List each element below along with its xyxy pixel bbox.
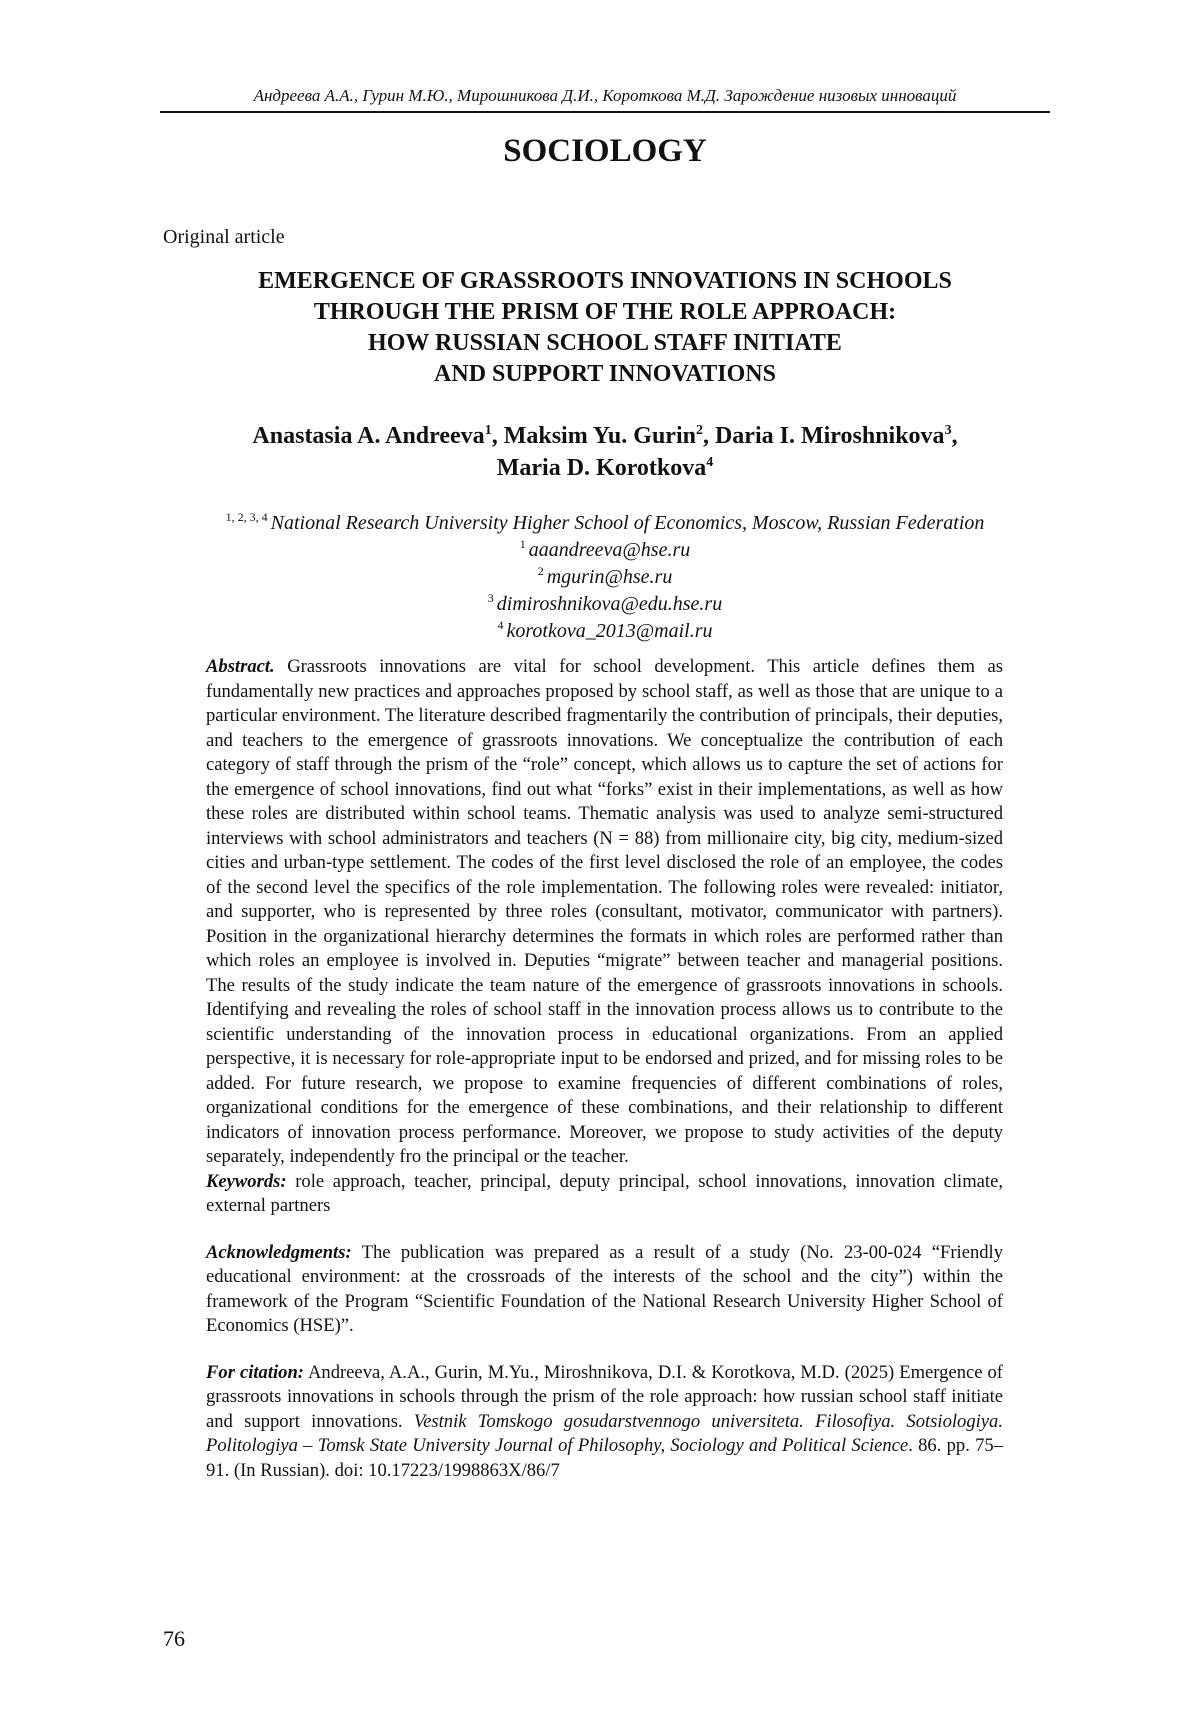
email-line — [160, 537, 1050, 564]
email-address[interactable]: mgurin@hse.ru — [546, 566, 673, 588]
email-mark: 3 — [487, 591, 494, 606]
page-number: 76 — [163, 1626, 185, 1651]
author-affiliation-mark: 4 — [706, 455, 714, 470]
citation-label: For citation: — [206, 1361, 304, 1383]
title-line: THROUGH THE PRISM OF THE ROLE APPROACH: — [313, 299, 897, 325]
author-affiliation-mark: 1 — [484, 423, 492, 438]
section-title: SOCIOLOGY — [503, 133, 707, 169]
keywords-text: role approach, teacher, principal, deputy principal, school innovations, innovation climate, external partners — [206, 1170, 1003, 1216]
email-mark: 2 — [537, 564, 544, 579]
citation-details: . 86. pp. 75–91. (In Russian). doi: 10.17223/1998863X/86/7 — [206, 1435, 1003, 1481]
email-mark: 1 — [519, 537, 526, 552]
email-line — [160, 564, 1050, 591]
title-line: AND SUPPORT INNOVATIONS — [434, 361, 776, 387]
author-separator: , — [702, 423, 715, 449]
email-address[interactable]: aaandreeva@hse.ru — [528, 539, 691, 561]
affiliation-marks: 1, 2, 3, 4 — [225, 510, 268, 525]
abstract-paragraph — [206, 655, 1003, 1170]
email-mark: 4 — [497, 618, 504, 633]
affiliation-text: National Research University Higher School of Economics, Moscow, Russian Federation — [270, 512, 985, 534]
title-line: EMERGENCE OF GRASSROOTS INNOVATIONS IN SCHOOLS — [258, 268, 952, 294]
affiliations — [160, 510, 1050, 645]
email-line — [160, 591, 1050, 618]
citation-text: Andreeva, A.A., Gurin, M.Yu., Miroshnikova, D.I. & Korotkova, M.D. (2025) Emergence of grassroots innovations in schools through the prism of the role approach: how russian school staff initiate and support innovations. — [206, 1361, 1003, 1432]
abstract-text: Grassroots innovations are vital for school development. This article defines them as fundamentally new practices and approaches proposed by school staff, as well as those that are unique to a particular environment. The literature described fragmentarily the contribution of principals, their deputies, and teachers to the emergence of grassroots innovations. We conceptualize the contribution of each category of staff through the prism of the “role” concept, which allows us to capture the set of actions for the emergence of school innovations, find out what “forks” exist in their implementations, as well as how these roles are distributed within school teams. Thematic analysis was used to analyze semi-structured interviews with school administrators and teachers (N = 88) from millionaire city, big city, medium-sized cities and urban-type settlement. The codes of the first level disclosed the role of an employee, the codes of the second level the specifics of the role implementation. The following roles were revealed: initiator, and supporter, who is represented by three roles (consultant, motivator, communicator with partners). Position in the organizational hierarchy determines the formats in which roles are performed rather than which roles an employee is involved in. Deputies “migrate” between teacher and managerial positions. The results of the study indicate the team nature of the emergence of grassroots innovations in schools. Identifying and revealing the roles of school staff in the innovation process allows us to contribute to the scientific understanding of the innovation process in educational organizations. From an applied perspective, it is necessary for role-appropriate input to be endorsed and prized, and for missing roles to be added. For future research, we propose to examine frequencies of different combinations of roles, organizational conditions for the emergence of these combinations, and their relationship to different indicators of innovation process performance. Moreover, we propose to study activities of the deputy separately, independently fro the principal or the teacher. — [206, 656, 1003, 1167]
keywords-label: Keywords: — [206, 1170, 287, 1192]
article-title — [160, 266, 1050, 390]
affiliation-line — [160, 510, 1050, 537]
abstract-section — [206, 655, 1003, 1483]
author-list — [160, 420, 1050, 484]
running-header: Андреева А.А., Гурин М.Ю., Мирошникова Д.И., Короткова М.Д. Зарождение низовых инноваций — [253, 86, 957, 105]
citation-journal: Vestnik Tomskogo gosudarstvennogo universiteta. Filosofiya. Sotsiologiya. Politologiya – Tomsk State University Journal of Philosophy, Sociology and Political Science — [206, 1410, 1003, 1456]
acknowledgments-text: The publication was prepared as a result of a study (No. 23-00-024 “Friendly educational environment: at the crossroads of the interests of the school and the city”) within the framework of the Program “Scientific Foundation of the National Research University Higher School of Economics (HSE)”. — [206, 1241, 1004, 1336]
author-name: Daria I. Miroshnikova — [714, 423, 945, 449]
header-rule — [160, 111, 1050, 113]
abstract-label: Abstract. — [206, 656, 275, 677]
keywords-paragraph — [206, 1170, 1003, 1219]
citation-paragraph — [206, 1361, 1003, 1484]
author-affiliation-mark: 3 — [944, 423, 952, 438]
title-line: HOW RUSSIAN SCHOOL STAFF INITIATE — [368, 330, 842, 356]
email-address[interactable]: korotkova_2013@mail.ru — [506, 620, 713, 642]
author-name: Maria D. Korotkova — [496, 455, 707, 481]
author-affiliation-mark: 2 — [695, 423, 703, 438]
acknowledgments-label: Acknowledgments: — [206, 1241, 352, 1263]
author-line — [160, 420, 1050, 452]
article-type: Original article — [163, 226, 285, 248]
author-separator: , — [951, 423, 958, 449]
email-line — [160, 618, 1050, 645]
author-name: Anastasia A. Andreeva — [252, 423, 485, 449]
author-separator: , — [491, 423, 504, 449]
author-name: Maksim Yu. Gurin — [503, 423, 696, 449]
acknowledgments-paragraph — [206, 1241, 1003, 1339]
email-address[interactable]: dimiroshnikova@edu.hse.ru — [496, 593, 723, 615]
author-line — [160, 452, 1050, 484]
